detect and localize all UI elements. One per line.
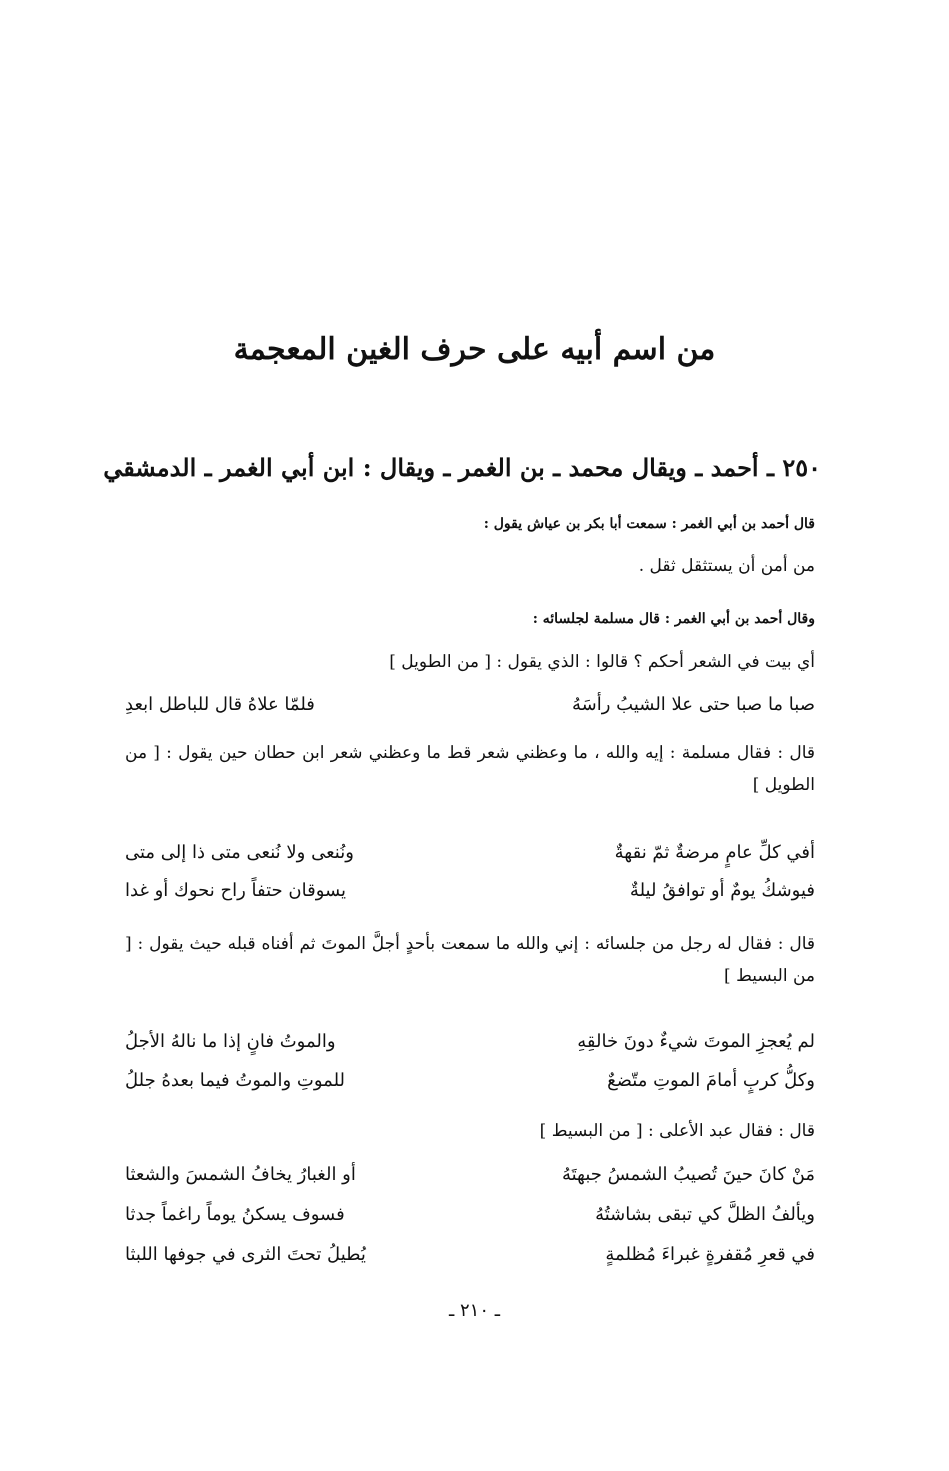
verse-first-hemistich: وكلُّ كربٍ أمامَ الموتِ متّضعٌ bbox=[607, 1070, 815, 1091]
verse-line bbox=[125, 874, 815, 908]
verse-first-hemistich: فيوشكُ يومٌ أو توافقُ ليلةٌ bbox=[629, 880, 815, 901]
verse-line bbox=[125, 1198, 815, 1232]
report1-text: من أمن أن يستثقل ثقل . bbox=[638, 556, 815, 576]
verse-line bbox=[125, 1064, 815, 1098]
page-number: ـ ٢١٠ ـ bbox=[448, 1300, 500, 1321]
verse-first-hemistich: لم يُعجزِ الموتَ شيءٌ دونَ خالقِهِ bbox=[577, 1031, 815, 1052]
verse-second-hemistich: يُطيلُ تحتَ الثرى في جوفها اللبثا bbox=[125, 1244, 366, 1265]
report2-question: أي بيت في الشعر أحكم ؟ قالوا : الذي يقول : [ من الطويل ] bbox=[389, 652, 815, 672]
verse-line bbox=[125, 688, 815, 722]
verse-second-hemistich: أو الغبارُ يخافُ الشمسَ والشعثا bbox=[125, 1164, 356, 1185]
report5-intro: قال : فقال عبد الأعلى : [ من البسيط ] bbox=[539, 1121, 815, 1141]
verse-second-hemistich: فسوف يسكنُ يوماً راغماً جدثا bbox=[125, 1204, 345, 1225]
verse-first-hemistich: صبا ما صبا حتى علا الشيبُ رأسَهُ bbox=[572, 694, 815, 715]
report4-paragraph: قال : فقال له رجل من جلسائه : إني والله ما سمعت بأحدٍ أجلَّ الموتَ ثم أفناه قبله حيث يقول : [ من البسيط ] bbox=[125, 934, 815, 986]
entry-heading: ٢٥٠ ـ أحمد ـ ويقال محمد ـ بن الغمر ـ ويقال : ابن أبي الغمر ـ الدمشقي bbox=[103, 453, 821, 482]
chapter-title: من اسم أبيه على حرف الغين المعجمة bbox=[233, 332, 716, 367]
verse-first-hemistich: في قعرِ مُقفرةٍ غبراءَ مُظلمةٍ bbox=[605, 1244, 815, 1265]
report1-chain: قال أحمد بن أبي الغمر : سمعت أبا بكر بن عياش يقول : bbox=[483, 516, 815, 532]
verse-second-hemistich: والموتُ فانٍ إذا ما نالهُ الأجلُ bbox=[125, 1031, 336, 1052]
verse-second-hemistich: يسوقان حتفاً راح نحوك أو غدا bbox=[125, 880, 347, 901]
verse-line bbox=[125, 1025, 815, 1059]
verse-second-hemistich: ونُنعى ولا نُنعى متى ذا إلى متى bbox=[125, 842, 354, 863]
report2-chain: وقال أحمد بن أبي الغمر : قال مسلمة لجلسائه : bbox=[532, 611, 815, 627]
verse-first-hemistich: ويألفُ الظلَّ كي تبقى بشاشتُهُ bbox=[595, 1204, 815, 1225]
verse-second-hemistich: للموتِ والموتُ فيما بعدهُ جللُ bbox=[125, 1070, 346, 1091]
verse-line bbox=[125, 1238, 815, 1272]
verse-line bbox=[125, 836, 815, 870]
verse-first-hemistich: أفي كلِّ عامٍ مرضةٌ ثمّ نقهةٌ bbox=[614, 842, 815, 863]
verse-line bbox=[125, 1158, 815, 1192]
verse-second-hemistich: فلمّا علاهُ قال للباطل ابعدِ bbox=[125, 694, 315, 715]
report3-paragraph: قال : فقال مسلمة : إيه والله ، ما وعظني شعر قط ما وعظني شعر ابن حطان حين يقول : [ من الطويل ] bbox=[125, 743, 815, 795]
verse-first-hemistich: مَنْ كانَ حينَ تُصيبُ الشمسُ جبهتَهُ bbox=[561, 1164, 815, 1185]
